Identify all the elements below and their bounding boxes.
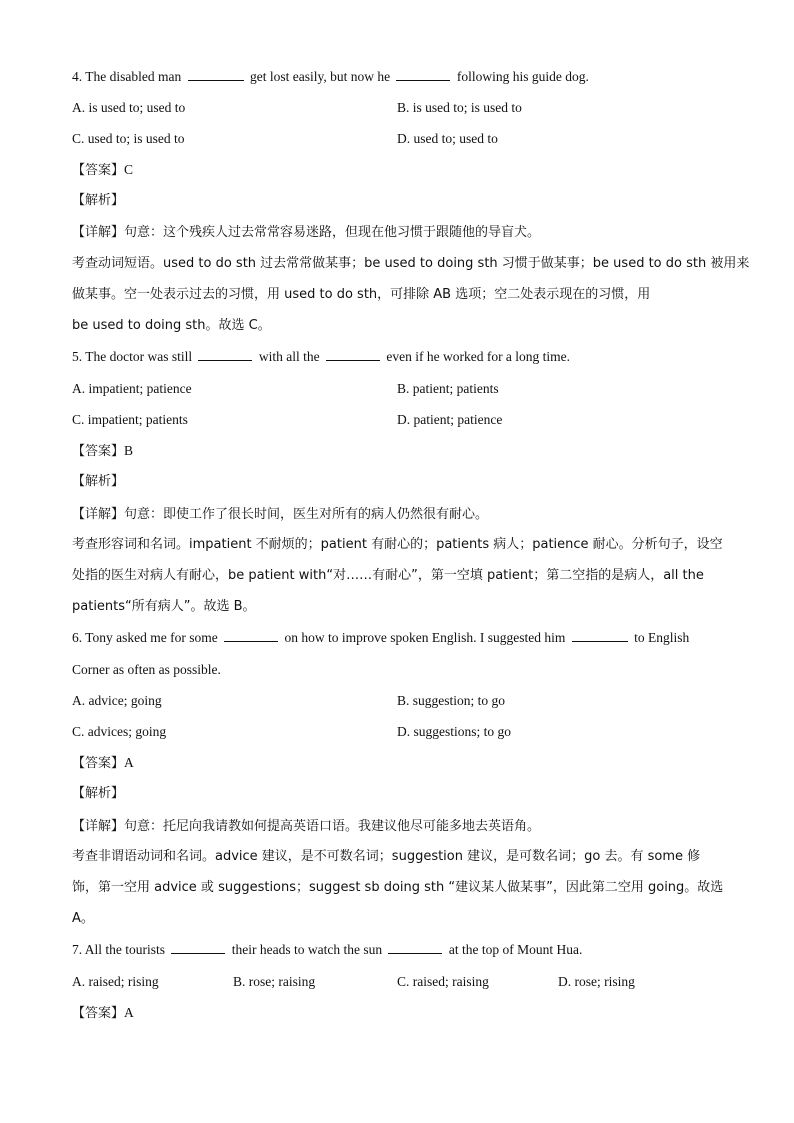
- q5-answer-value: B: [124, 443, 134, 458]
- q5-detail-text: 句意：即使工作了很长时间，医生对所有的病人仍然很有耐心。: [124, 507, 489, 522]
- q7-option-a: A. raised; rising: [72, 974, 159, 989]
- q7-stem-part3: at the top of Mount Hua.: [448, 942, 583, 957]
- q4-answer: [72, 161, 133, 180]
- q4-detail: [72, 223, 540, 242]
- q7-blank-1: [171, 941, 225, 954]
- q6-explain-2: 饰，第一空用 advice 或 suggestions；suggest sb doing sth “建议某人做某事”，因此第二空用 going。故选: [72, 880, 724, 895]
- q7-answer-value: A: [124, 1005, 134, 1020]
- q4-option-b: B. is used to; is used to: [397, 100, 522, 115]
- q5-answer: [72, 442, 133, 461]
- q6-stem-part3: to English: [634, 630, 690, 645]
- q6-option-a: A. advice; going: [72, 693, 162, 708]
- q5-stem: [72, 348, 570, 366]
- q6-stem-line2: Corner as often as possible.: [72, 662, 221, 677]
- answer-tag: 【答案】: [72, 163, 125, 178]
- q7-option-c: C. raised; raising: [397, 974, 489, 989]
- q6-stem-line1: [72, 629, 689, 647]
- answer-tag: 【答案】: [72, 444, 125, 459]
- q6-explain-1: 考查非谓语动词和名词。advice 建议，是不可数名词；suggestion 建议，是可数名词；go 去。有 some 修: [72, 849, 701, 864]
- q5-option-b: B. patient; patients: [397, 381, 499, 396]
- q7-stem: [72, 941, 582, 959]
- q6-option-d: D. suggestions; to go: [397, 724, 512, 739]
- q6-option-c: C. advices; going: [72, 724, 167, 739]
- q5-option-a: A. impatient; patience: [72, 381, 192, 396]
- q4-stem: [72, 68, 589, 86]
- q5-option-d: D. patient; patience: [397, 412, 503, 427]
- q7-stem-part2: their heads to watch the sun: [231, 942, 383, 957]
- q6-blank-1: [224, 629, 278, 642]
- q6-blank-2: [572, 629, 628, 642]
- q7-answer: [72, 1004, 134, 1023]
- q6-stem-part2: on how to improve spoken English. I suggested him: [284, 630, 566, 645]
- q4-stem-part1: 4. The disabled man: [72, 69, 182, 84]
- q5-stem-part3: even if he worked for a long time.: [386, 349, 571, 364]
- q4-explain-3: be used to doing sth。故选 C。: [72, 318, 271, 333]
- q6-answer-value: A: [124, 755, 134, 770]
- q6-answer: [72, 754, 134, 773]
- detail-tag: 【详解】: [72, 819, 125, 834]
- q6-detail: [72, 817, 540, 836]
- q5-explain-3: patients“所有病人”。故选 B。: [72, 599, 256, 614]
- answer-tag: 【答案】: [72, 756, 125, 771]
- q4-detail-text: 句意：这个残疾人过去常常容易迷路，但现在他习惯于跟随他的导盲犬。: [124, 225, 541, 240]
- q4-explain-1: 考查动词短语。used to do sth 过去常常做某事；be used to doing sth 习惯于做某事；be used to do sth 被用来: [72, 256, 750, 271]
- q4-blank-1: [188, 68, 244, 81]
- q4-answer-value: C: [124, 162, 134, 177]
- q4-option-d: D. used to; used to: [397, 131, 498, 146]
- q5-blank-2: [326, 348, 380, 361]
- q4-blank-2: [396, 68, 450, 81]
- q4-explain-2: 做某事。空一处表示过去的习惯，用 used to do sth，可排除 AB 选项；空二处表示现在的习惯，用: [72, 287, 651, 302]
- q4-stem-part3: following his guide dog.: [456, 69, 589, 84]
- q4-option-a: A. is used to; used to: [72, 100, 186, 115]
- q6-analysis-tag: 【解析】: [72, 786, 125, 801]
- q5-detail: [72, 505, 488, 524]
- q6-option-b: B. suggestion; to go: [397, 693, 506, 708]
- q5-option-c: C. impatient; patients: [72, 412, 188, 427]
- q5-explain-2: 处指的医生对病人有耐心，be patient with“对……有耐心”，第一空填 patient；第二空指的是病人，all the: [72, 568, 704, 583]
- q7-blank-2: [388, 941, 442, 954]
- q7-option-d: D. rose; rising: [558, 974, 635, 989]
- q4-option-c: C. used to; is used to: [72, 131, 185, 146]
- q6-stem-part1: 6. Tony asked me for some: [72, 630, 218, 645]
- q4-stem-part2: get lost easily, but now he: [249, 69, 391, 84]
- detail-tag: 【详解】: [72, 507, 125, 522]
- q5-stem-part2: with all the: [258, 349, 320, 364]
- q4-analysis-tag: 【解析】: [72, 193, 125, 208]
- answer-tag: 【答案】: [72, 1006, 125, 1021]
- q7-option-b: B. rose; raising: [233, 974, 316, 989]
- q5-blank-1: [198, 348, 252, 361]
- q5-explain-1: 考查形容词和名词。impatient 不耐烦的；patient 有耐心的；patients 病人；patience 耐心。分析句子，设空: [72, 537, 723, 552]
- detail-tag: 【详解】: [72, 225, 125, 240]
- q6-detail-text: 句意：托尼向我请教如何提高英语口语。我建议他尽可能多地去英语角。: [124, 819, 541, 834]
- q6-explain-3: A。: [72, 911, 94, 926]
- q7-stem-part1: 7. All the tourists: [72, 942, 166, 957]
- q5-analysis-tag: 【解析】: [72, 474, 125, 489]
- q5-stem-part1: 5. The doctor was still: [72, 349, 193, 364]
